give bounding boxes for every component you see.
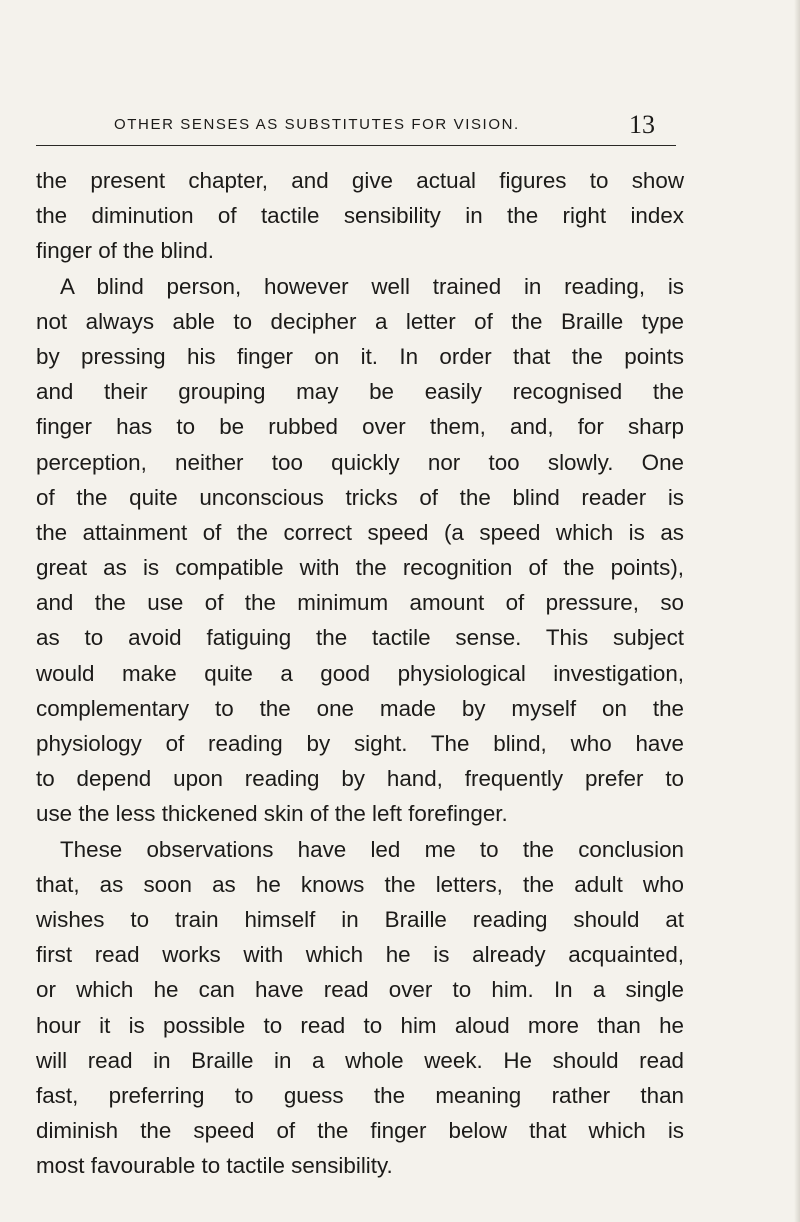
text-line: use the less thickened skin of the left forefinger.	[36, 801, 508, 827]
text-line: the present chapter, and give actual figures to show	[36, 168, 684, 193]
text-line: and their grouping may be easily recognised the	[36, 379, 684, 405]
text-line: diminish the speed of the finger below that which is	[36, 1118, 684, 1144]
text-line: the diminution of tactile sensibility in the right index	[36, 203, 684, 229]
page-number: 13	[629, 110, 655, 139]
text-line: These observations have led me to the conclusion	[60, 836, 684, 862]
text-line: finger of the blind.	[36, 238, 214, 264]
text-line: as to avoid fatiguing the tactile sense. This subject	[36, 625, 684, 651]
text-line: and the use of the minimum amount of pressure, so	[36, 590, 684, 616]
text-line: most favourable to tactile sensibility.	[36, 1153, 393, 1179]
text-line: physiology of reading by sight. The blind, who have	[36, 731, 684, 756]
text-line: hour it is possible to read to him aloud more than he	[36, 1012, 684, 1038]
text-line: will read in Braille in a whole week. He should read	[36, 1047, 684, 1073]
text-line: wishes to train himself in Braille reading should at	[36, 906, 684, 932]
text-line: finger has to be rubbed over them, and, for sharp	[36, 414, 684, 440]
text-line: first read works with which he is already acquainted,	[36, 942, 684, 968]
text-line: not always able to decipher a letter of the Braille type	[36, 308, 684, 334]
text-line: to depend upon reading by hand, frequently prefer to	[36, 766, 684, 792]
page-edge-shadow	[794, 0, 800, 1222]
running-title: OTHER SENSES AS SUBSTITUTES FOR VISION.	[114, 116, 520, 133]
text-line: or which he can have read over to him. In a single	[36, 977, 684, 1003]
header-rule	[36, 145, 676, 146]
text-line: of the quite unconscious tricks of the blind reader is	[36, 484, 684, 510]
text-line: by pressing his finger on it. In order that the points	[36, 343, 684, 369]
text-line: perception, neither too quickly nor too slowly. One	[36, 449, 684, 475]
text-line: A blind person, however well trained in reading, is	[60, 273, 684, 299]
body-text	[36, 163, 684, 1183]
text-line: would make quite a good physiological investigation,	[36, 660, 684, 686]
text-line: that, as soon as he knows the letters, the adult who	[36, 871, 684, 897]
text-line: the attainment of the correct speed (a speed which is as	[36, 519, 684, 545]
running-head	[36, 110, 776, 144]
text-line: complementary to the one made by myself on the	[36, 695, 684, 721]
text-line: fast, preferring to guess the meaning rather than	[36, 1082, 684, 1108]
text-line: great as is compatible with the recognition of the points),	[36, 555, 684, 581]
